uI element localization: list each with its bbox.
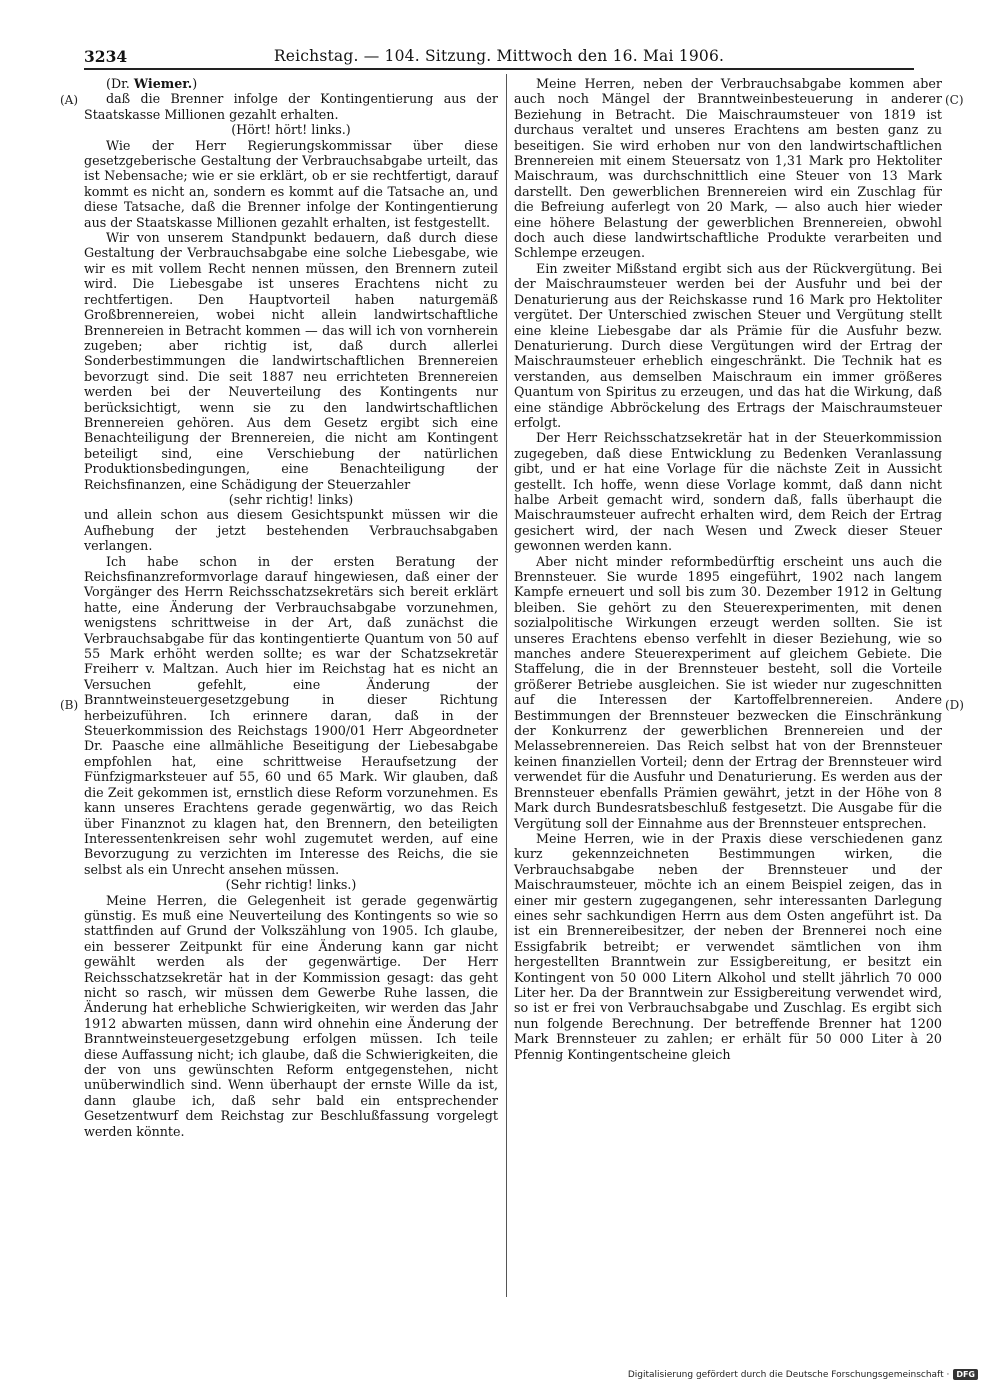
left-column xyxy=(84,76,498,1139)
interjection: (sehr richtig! links) xyxy=(228,491,354,507)
paragraph: Meine Herren, wie in der Praxis diese verschiedenen ganz kurz gekennzeichneten Bestimmungen wirken, die Verbrauchsabgabe neben der Brennsteuer und der Maischraumsteuer, möchte ich an einem Beispiel zeigen, das in einer mir gestern zugegangenen, sehr interessanten Darlegung eines sehr sachkundigen Herrn aus dem Osten angeführt ist. Da ist ein Brennereibesitzer, der neben der Brennerei noch eine Essigfabrik betreibt; er verwendet sämtlichen von ihm hergestellten Branntwein zur Essigbereitung, er besitzt ein Kontingent von 50 000 Litern Alkohol und stellt jährlich 70 000 Liter her. Da der Branntwein zur Essigbereitung verwendet wird, so ist er frei von Verbrauchsabgabe und Zuschlag. Es ergibt sich nun folgende Berechnung. Der betreffende Brenner hat 1200 Mark Brennsteuer zu zahlen; er erhält für 50 000 Liter à 20 Pfennig Kontingentscheine gleich xyxy=(514,830,942,1062)
paragraph: daß die Brenner infolge der Kontingentierung aus der Staatskasse Millionen gezahlt erhalten. xyxy=(84,91,498,122)
margin-marker-b: (B) xyxy=(60,698,79,712)
running-title: Reichstag. — 104. Sitzung. Mittwoch den 16. Mai 1906. xyxy=(273,47,725,65)
header-rule xyxy=(84,68,914,70)
page-header xyxy=(84,44,914,70)
paragraph: Wie der Herr Regierungskommissar über diese gesetzgeberische Gestaltung der Verbrauchsabgabe urteilt, das ist Nebensache; wie er sie erklärt, ob er sie rechtfertigt, darauf kommt es nicht an, sondern es kommt auf die Tatsache an, und diese Tatsache, daß die Brenner infolge der Kontingentierung aus der Staatskasse Millionen gezahlt erhalten, ist festgestellt. xyxy=(84,137,498,230)
column-divider xyxy=(506,74,507,1297)
margin-marker-a: (A) xyxy=(60,93,79,107)
paragraph: Meine Herren, neben der Verbrauchsabgabe kommen aber auch noch Mängel der Branntweinbesteuerung in anderer Beziehung in Betracht. Die Maischraumsteuer von 1819 ist durchaus veraltet und unseres Erachtens am besten ganz zu beseitigen. Sie wird erhoben nur von den landwirtschaftlichen Brennereien mit einem Steuersatz von 1,31 Mark pro Hektoliter Maischraum, was durchschnittlich eine Steuer von 13 Mark darstellt. Den gewerblichen Brennereien wird ein Zuschlag für die Befreiung auferlegt von 20 Mark, — also auch hier wieder eine höhere Belastung der gewerblichen Brennereien, obwohl doch auch diese landwirtschaftliche Produkte verarbeiten und Schlempe erzeugen. xyxy=(514,76,942,261)
paragraph: Wir von unserem Standpunkt bedauern, daß durch diese Gestaltung der Verbrauchsabgabe eine solche Liebesgabe, wie wir es mit vollem Recht nennen müssen, den Brennern zuteil wird. Die Liebesgabe ist unseres Erachtens nicht zu rechtfertigen. Den Hauptvorteil haben naturgemäß Großbrennereien, wobei nicht allein landwirtschaftliche Brennereien in Betracht kommen — das will ich von vornherein zugeben; aber richtig ist, daß durch allerlei Sonderbestimmungen die landwirtschaftlichen Brennereien bevorzugt sind. Die seit 1887 neu errichteten Brennereien werden bei der Neuverteilung des Kontingents nur berücksichtigt, wenn sie zu den landwirtschaftlichen Brennereien gehören. Aus dem Gesetz ergibt sich eine Benachteiligung der Brennereien, die nicht am Kontingent beteiligt sind, eine Verschiebung der natürlichen Produktionsbedingungen, eine Benachteiligung der Reichsfinanzen, eine Schädigung der Steuerzahler xyxy=(84,230,498,492)
footer-text: Digitalisierung gefördert durch die Deutsche Forschungsgemeinschaft · xyxy=(627,1369,950,1380)
interjection: (Sehr richtig! links.) xyxy=(225,877,357,893)
footer xyxy=(628,1369,978,1380)
margin-marker-d: (D) xyxy=(945,698,964,712)
paragraph: und allein schon aus diesem Gesichtspunkt müssen wir die Aufhebung der jetzt bestehenden Verbrauchsabgaben verlangen. xyxy=(84,507,498,554)
speaker-suffix: ) xyxy=(192,76,198,91)
interjection: (Hört! hört! links.) xyxy=(231,122,351,138)
margin-marker-c: (C) xyxy=(945,93,964,107)
paragraph: Ich habe schon in der ersten Beratung der Reichsfinanzreformvorlage darauf hingewiesen, daß einer der Vorgänger des Herrn Reichsschatzsekretärs sich bereit erklärt hatte, eine Änderung der Verbrauchsabgabe vorzunehmen, wenigstens schrittweise in der Art, daß zunächst die Verbrauchsabgabe für das kontingentierte Quantum von 50 auf 55 Mark erhöht werden sollte; es war der Schatzsekretär Freiherr v. Maltzan. Auch hier im Reichstag hat es nicht an Versuchen gefehlt, eine Änderung der Branntweinsteuergesetzgebung in dieser Richtung herbeizuführen. Ich erinnere daran, daß in der Steuerkommission des Reichstags 1900/01 Herr Abgeordneter Dr. Paasche eine allmähliche Beseitigung der Liebesabgabe empfohlen hat, eine schrittweise Heraufsetzung der Fünfzigmarksteuer auf 55, 60 und 65 Mark. Wir glauben, daß die Zeit gekommen ist, ernstlich diese Reform vorzunehmen. Es kann unseres Erachtens gerade gegenwärtig, wo das Reich über Finanznot zu klagen hat, den Brennern, den beteiligten Interessentenkreisen sehr wohl zugemutet werden, auf eine Bevorzugung zu verzichten im Interesse des Reichs, die sie selbst als ein Unrecht ansehen müssen. xyxy=(84,553,498,877)
paragraph: Der Herr Reichsschatzsekretär hat in der Steuerkommission zugegeben, daß diese Entwicklung zu Bedenken Veranlassung gibt, und er hat eine Vorlage für die nächste Zeit in Aussicht gestellt. Ich hoffe, wenn diese Vorlage kommt, daß dann nicht halbe Arbeit gemacht wird, sondern daß, falls überhaupt die Maischraumsteuer aufrecht erhalten wird, dem Reich der Ertrag gesichert wird, der nach Wesen und Zweck dieser Steuer gewonnen werden kann. xyxy=(514,430,942,554)
speaker-line xyxy=(84,76,498,91)
paragraph: Meine Herren, die Gelegenheit ist gerade gegenwärtig günstig. Es muß eine Neuverteilung des Kontingents so wie so stattfinden auf Grund der Volkszählung von 1905. Ich glaube, ein besserer Zeitpunkt für eine Änderung kann gar nicht gewählt werden als der gegenwärtige. Der Herr Reichsschatzsekretär hat in der Kommission gesagt: das geht nicht so rasch, wir müssen dem Gewerbe Ruhe lassen, die Änderung hat erhebliche Schwierigkeiten, wir werden das Jahr 1912 abwarten müssen, dann wird ohnehin eine Änderung der Branntweinsteuergesetzgebung erfolgen müssen. Ich teile diese Auffassung nicht; ich glaube, daß die Schwierigkeiten, die der von uns gewünschten Reform entgegenstehen, nicht unüberwindlich sind. Wenn überhaupt der ernste Wille da ist, dann glaube ich, daß sehr bald ein entsprechender Gesetzentwurf dem Reichstag zur Beschlußfassung vorgelegt werden könnte. xyxy=(84,892,498,1139)
paragraph: Ein zweiter Mißstand ergibt sich aus der Rückvergütung. Bei der Maischraumsteuer werden bei der Ausfuhr und bei der Denaturierung aus der Reichskasse rund 16 Mark pro Hektoliter vergütet. Der Unterschied zwischen Steuer und Vergütung stellt eine kleine Liebesgabe dar als Prämie für die Ausfuhr bezw. Denaturierung. Durch diese Vergütungen wird der Ertrag der Maischraumsteuer erheblich eingeschränkt. Die Technik hat es verstanden, aus demselben Maischraum ein immer größeres Quantum von Spiritus zu erzeugen, und das hat die Wirkung, daß eine ständige Abbröckelung des Ertrags der Maischraumsteuer erfolgt. xyxy=(514,260,942,430)
dfg-logo: DFG xyxy=(953,1369,978,1380)
right-column xyxy=(514,76,942,1062)
page-number: 3234 xyxy=(84,47,128,66)
speaker-name: Wiemer. xyxy=(133,76,193,91)
paragraph: Aber nicht minder reformbedürftig erscheint uns auch die Brennsteuer. Sie wurde 1895 eingeführt, 1902 nach langem Kampfe erneuert und soll bis zum 30. Dezember 1912 in Geltung bleiben. Sie gehört zu den Steuerexperimenten, mit denen sozialpolitische Wirkungen erzeugt werden sollten. Sie ist unseres Erachtens ebenso verfehlt in dieser Beziehung, wie so manches andere Steuerexperiment auf gleichem Gebiete. Die Staffelung, die in der Brennsteuer besteht, soll die Vorteile größerer Betriebe ausgleichen. Sie ist wieder nur zugeschnitten auf die Interessen der Kartoffelbrennereien. Andere Bestimmungen der Brennsteuer bezwecken die Einschränkung der Konkurrenz der gewerblichen Brennereien und der Melassebrennereien. Das Reich selbst hat von der Brennsteuer keinen finanziellen Vorteil; denn der Ertrag der Brennsteuer wird verwendet für die Ausfuhr und Denaturierung. Es werden aus der Brennsteuer ebenfalls Prämien gewährt, jetzt in der Höhe von 8 Mark durch Bundesratsbeschluß festgesetzt. Die Ausgabe für die Vergütung soll der Einnahme aus der Brennsteuer entsprechen. xyxy=(514,553,942,831)
speaker-prefix: (Dr. xyxy=(106,76,134,91)
